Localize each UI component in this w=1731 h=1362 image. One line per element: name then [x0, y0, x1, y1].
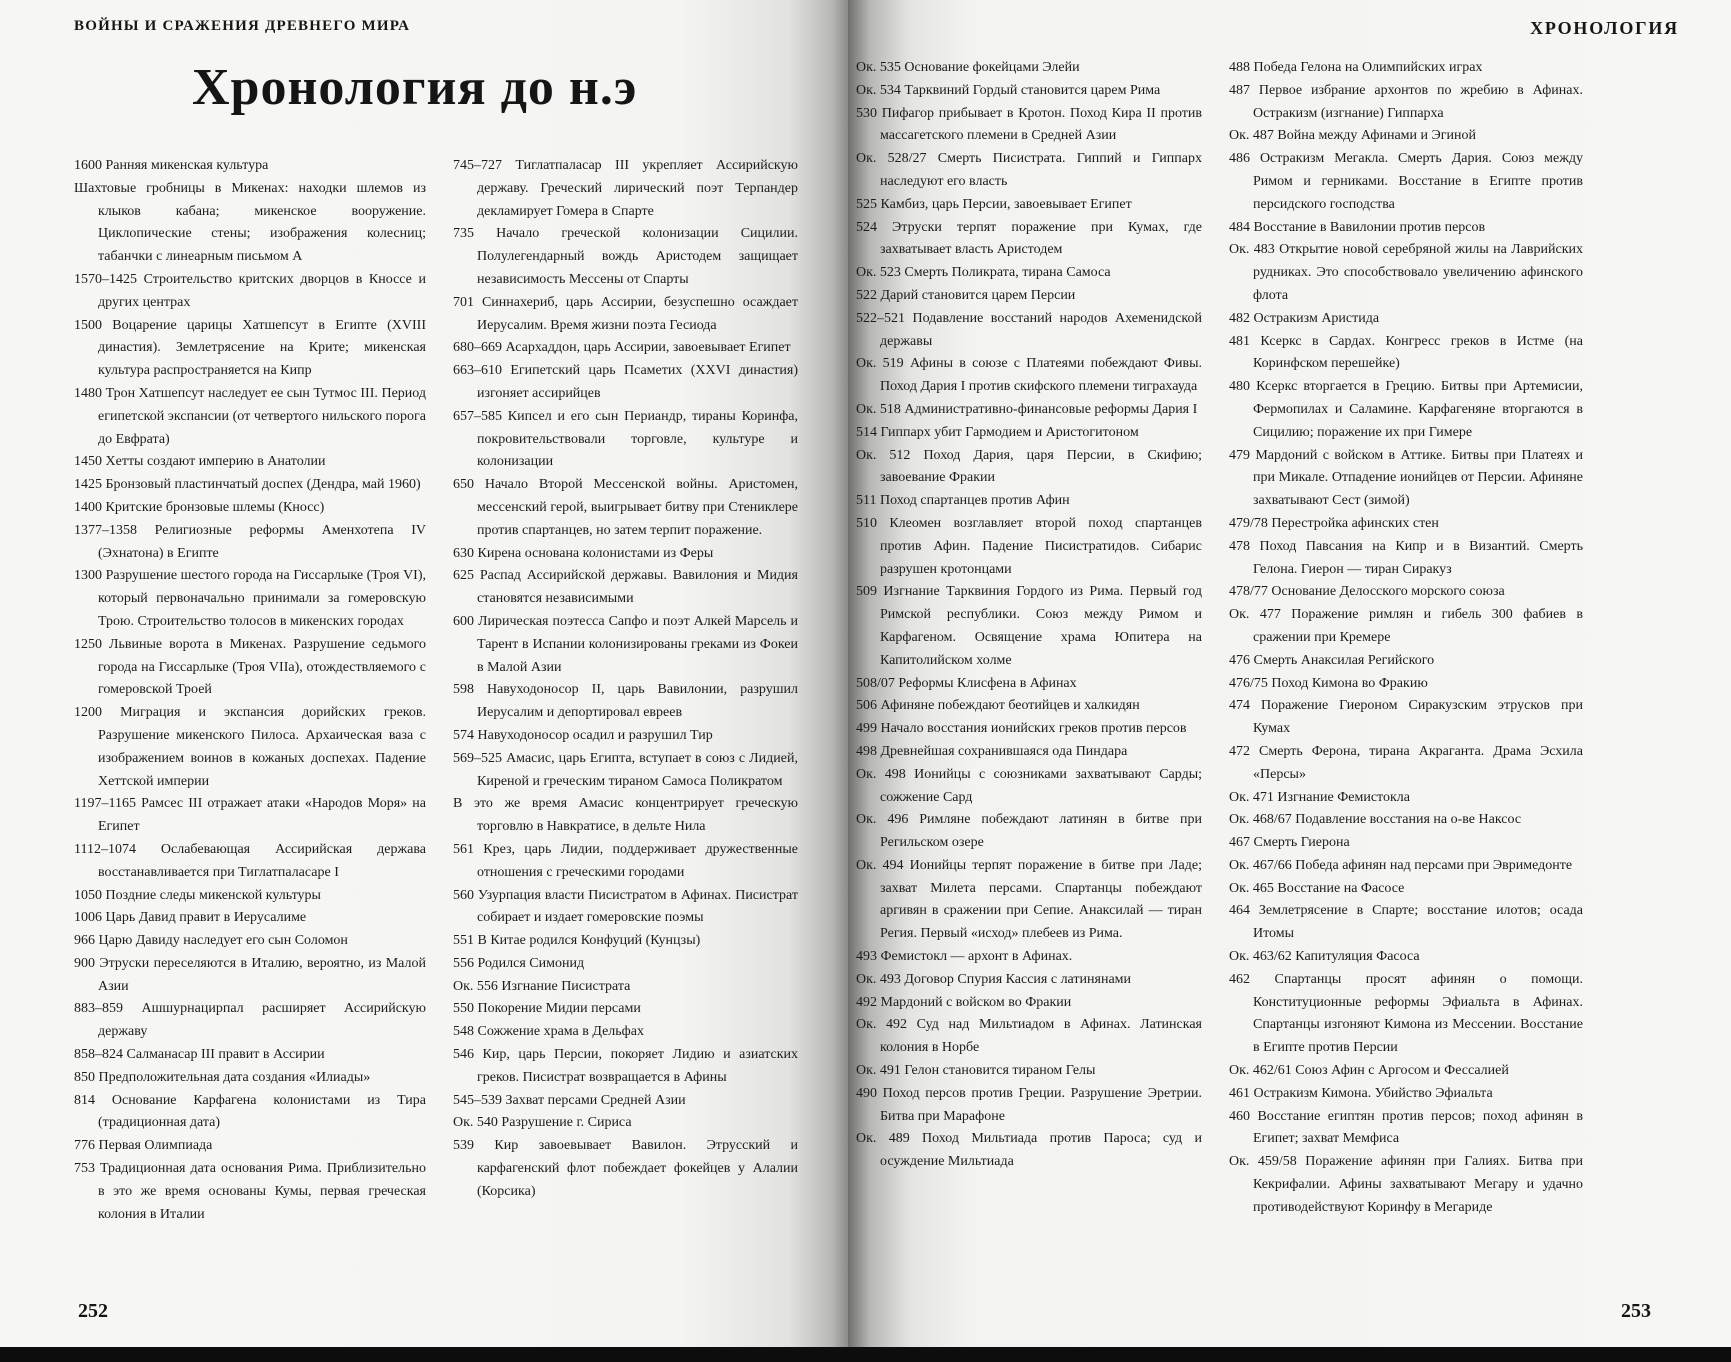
timeline-entry: Ок. 471 Изгнание Фемистокла — [1229, 789, 1410, 805]
timeline-entry: 490 Поход персов против Греции. Разрушение Эретрии. Битва при Марафоне — [856, 1085, 1202, 1124]
timeline-entry: 486 Остракизм Мегакла. Смерть Дария. Союз между Римом и герниками. Восстание в Египте против персидского господства — [1229, 151, 1583, 212]
timeline-entry: 488 Победа Гелона на Олимпийских играх — [1229, 60, 1483, 75]
timeline-entry: 1300 Разрушение шестого города на Гиссарлыке (Троя VI), который первоначально принимали за гомеровскую Трою. Строительство толосов в микенских городах — [74, 568, 426, 629]
timeline-entry: Ок. 467/66 Победа афинян над персами при Эвримедонте — [1229, 857, 1573, 873]
timeline-entry: 663–610 Египетский царь Псаметих (XXVI династия) изгоняет ассирийцев — [453, 363, 798, 401]
timeline-entry: 550 Покорение Мидии персами — [453, 1001, 641, 1017]
timeline-entry: 464 Землетрясение в Спарте; восстание илотов; осада Итомы — [1229, 903, 1583, 942]
timeline-entry: 1006 Царь Давид правит в Иерусалиме — [74, 910, 307, 926]
timeline-entry: Ок. 463/62 Капитуляция Фасоса — [1229, 949, 1420, 965]
timeline-entry: 1250 Львиные ворота в Микенах. Разрушение седьмого города на Гиссарлыке (Троя VIIa), отождествляемого с гомеровской Троей — [74, 636, 426, 698]
timeline-entry: Ок. 492 Суд над Мильтиадом в Афинах. Латинская колония в Норбе — [856, 1017, 1202, 1056]
timeline-entry: 735 Начало греческой колонизации Сицилии. Полулегендарный вождь Аристодем защищает независимость Мессены от Спарты — [453, 226, 798, 287]
timeline-entry: 600 Лирическая поэтесса Сапфо и поэт Алкей Марсель и Тарент в Испании колонизированы греками из Фокеи в Малой Азии — [453, 613, 798, 675]
timeline-entry: Ок. 498 Ионийцы с союзниками захватывают Сарды; сожжение Сард — [856, 766, 1202, 805]
timeline-entry: 1570–1425 Строительство критских дворцов в Кноссе и других центрах — [74, 271, 426, 310]
timeline-entry: 753 Традиционная дата основания Рима. Приблизительно в это же время основаны Кумы, первая греческая колония в Италии — [74, 1161, 426, 1222]
timeline-entry: 472 Смерть Ферона, тирана Акраганта. Драма Эсхила «Персы» — [1229, 743, 1583, 782]
timeline-entry: 480 Ксеркс вторгается в Грецию. Битвы при Артемисии, Фермопилах и Саламине. Карфагеняне вторгаются в Сицилию; поражение их при Гимере — [1229, 379, 1583, 440]
timeline-entry: 482 Остракизм Аристида — [1229, 310, 1380, 326]
timeline-entry: 478/77 Основание Делосского морского союза — [1229, 584, 1505, 600]
book-bottom-edge — [0, 1347, 1731, 1362]
timeline-entry: 492 Мардоний с войском во Фракии — [856, 994, 1072, 1010]
timeline-entry: 1050 Поздние следы микенской культуры — [74, 887, 321, 903]
timeline-entry: 460 Восстание египтян против персов; поход афинян в Египет; захват Мемфиса — [1229, 1108, 1583, 1147]
timeline-entry: Ок. 519 Афины в союзе с Платеями побеждают Фивы. Поход Дария I против скифского племени тиграхауда — [856, 356, 1202, 395]
timeline-entry: 650 Начало Второй Мессенской войны. Аристомен, мессенский герой, выигрывает битву при Стениклере против спартанцев, но затем терпит поражение. — [453, 477, 798, 538]
timeline-entry: 560 Узурпация власти Писистратом в Афинах. Писистрат собирает и издает гомеровские поэмы — [453, 887, 798, 926]
timeline-entry: 522–521 Подавление восстаний народов Ахеменидской державы — [856, 310, 1202, 349]
timeline-entry: 499 Начало восстания ионийских греков против персов — [856, 721, 1187, 737]
timeline-entry: Ок. 491 Гелон становится тираном Гелы — [856, 1063, 1096, 1079]
timeline-entry: 1500 Воцарение царицы Хатшепсут в Египте (XVIII династия). Землетрясение на Крите; микенская культура распространяется на Кипр — [74, 317, 426, 379]
timeline-entry: 511 Поход спартанцев против Афин — [856, 493, 1070, 509]
timeline-entry: Ок. 477 Поражение римлян и гибель 300 фабиев в сражении при Кремере — [1229, 607, 1583, 645]
timeline-entry: 510 Клеомен возглавляет второй поход спартанцев против Афин. Падение Писистратидов. Сибарис разрушен кротонцами — [856, 515, 1202, 577]
timeline-entry: Ок. 556 Изгнание Писистрата — [453, 978, 631, 994]
timeline-entry: 745–727 Тиглатпаласар III укрепляет Ассирийскую державу. Греческий лирический поэт Терпандер декламирует Гомера в Спарте — [453, 158, 798, 219]
timeline-entry: 479/78 Перестройка афинских стен — [1229, 515, 1439, 531]
timeline-entry: 467 Смерть Гиерона — [1229, 835, 1350, 851]
timeline-entry: 630 Кирена основана колонистами из Феры — [453, 545, 714, 561]
timeline-entry: 900 Этруски переселяются в Италию, вероятно, из Малой Азии — [74, 955, 426, 994]
timeline-entry: 1400 Критские бронзовые шлемы (Кносс) — [74, 499, 325, 515]
timeline-entry: 598 Навуходоносор II, царь Вавилонии, разрушил Иерусалим и депортировал евреев — [453, 682, 798, 721]
timeline-entry: 461 Остракизм Кимона. Убийство Эфиальта — [1229, 1085, 1493, 1101]
timeline-entry: 858–824 Салманасар III правит в Ассирии — [74, 1047, 325, 1063]
timeline-entry: 1600 Ранняя микенская культура — [74, 158, 269, 173]
timeline-entry: 525 Камбиз, царь Персии, завоевывает Египет — [856, 196, 1132, 212]
timeline-entry: 1480 Трон Хатшепсут наследует ее сын Тутмос III. Период египетской экспансии (от четвертого нильского порога до Евфрата) — [74, 385, 426, 447]
timeline-entry: Ок. 489 Поход Мильтиада против Пароса; суд и осуждение Мильтиада — [856, 1131, 1202, 1170]
timeline-entry: 1425 Бронзовый пластинчатый доспех (Дендра, май 1960) — [74, 477, 421, 493]
timeline-entry: 1197–1165 Рамсес III отражает атаки «Народов Моря» на Египет — [74, 796, 426, 835]
timeline-entry: 546 Кир, царь Персии, покоряет Лидию и азиатских греков. Писистрат возвращается в Афины — [453, 1047, 798, 1085]
page-number-left: 252 — [78, 1300, 108, 1322]
timeline-entry: Ок. 487 Война между Афинами и Эгиной — [1229, 128, 1476, 144]
timeline-entry: Ок. 459/58 Поражение афинян при Галиях. Битва при Кекрифалии. Афины захватывают Мегару и удачно противодействуют Коринфу в Мегариде — [1229, 1154, 1583, 1215]
timeline-entry: 478 Поход Павсания на Кипр и в Византий. Смерть Гелона. Гиерон — тиран Сиракуз — [1229, 538, 1583, 577]
running-head-left: ВОЙНЫ И СРАЖЕНИЯ ДРЕВНЕГО МИРА — [74, 18, 411, 34]
timeline-entry: 1200 Миграция и экспансия дорийских греков. Разрушение микенского Пилоса. Архаическая ваза с изображением воинов в кожаных доспехах. Падение Хеттской империи — [74, 705, 426, 789]
timeline-column-1 — [74, 155, 426, 1226]
timeline-entry: 1377–1358 Религиозные реформы Аменхотепа IV (Эхнатона) в Египте — [74, 522, 426, 561]
timeline-entry: 498 Древнейшая сохранившаяся ода Пиндара — [856, 743, 1128, 759]
page-title: Хронология до н.э — [192, 59, 638, 116]
timeline-entry: 462 Спартанцы просят афинян о помощи. Конституционные реформы Эфиальта в Афинах. Спартанцы изгоняют Кимона из Мессении. Восстание в Египте против Персии — [1229, 971, 1583, 1056]
timeline-entry: Ок. 528/27 Смерть Писистрата. Гиппий и Гиппарх наследуют его власть — [856, 151, 1202, 189]
timeline-entry: 680–669 Асархаддон, царь Ассирии, завоевывает Египет — [453, 340, 791, 356]
timeline-entry: 481 Ксеркс в Сардах. Конгресс греков в Истме (на Коринфском перешейке) — [1229, 333, 1583, 372]
timeline-entry: Ок. 483 Открытие новой серебряной жилы на Лаврийских рудниках. Это способствовало увеличению афинского флота — [1229, 242, 1583, 303]
timeline-entry: 474 Поражение Гиероном Сиракузским этрусков при Кумах — [1229, 698, 1583, 737]
timeline-entry: Ок. 462/61 Союз Афин с Аргосом и Фессалией — [1229, 1063, 1509, 1079]
timeline-entry: 506 Афиняне побеждают беотийцев и халкидян — [856, 698, 1140, 714]
timeline-column-2 — [453, 155, 798, 1204]
timeline-entry: Ок. 465 Восстание на Фасосе — [1229, 880, 1405, 896]
timeline-column-4 — [1229, 57, 1583, 1220]
timeline-entry: Ок. 535 Основание фокейцами Элейи — [856, 60, 1080, 75]
left-page — [0, 0, 848, 1350]
timeline-entry: 1112–1074 Ослабевающая Ассирийская держава восстанавливается при Тиглатпаласаре I — [74, 841, 426, 880]
timeline-entry: Ок. 496 Римляне побеждают латинян в битве при Регильском озере — [856, 812, 1202, 851]
timeline-entry: 883–859 Ашшурнацирпал расширяет Ассирийскую державу — [74, 1001, 426, 1040]
timeline-entry: 701 Синнахериб, царь Ассирии, безуспешно осаждает Иерусалим. Время жизни поэта Гесиода — [453, 294, 798, 333]
timeline-entry: 493 Фемистокл — архонт в Афинах. — [856, 949, 1073, 965]
running-head-right: ХРОНОЛОГИЯ — [1530, 18, 1679, 38]
timeline-entry: 776 Первая Олимпиада — [74, 1138, 213, 1154]
timeline-entry: Ок. 468/67 Подавление восстания на о-ве Наксос — [1229, 812, 1522, 828]
timeline-entry: 476 Смерть Анаксилая Регийского — [1229, 652, 1435, 668]
timeline-entry: 508/07 Реформы Клисфена в Афинах — [856, 675, 1077, 691]
timeline-entry: 625 Распад Ассирийской державы. Вавилония и Мидия становятся независимыми — [453, 568, 798, 607]
timeline-entry: Шахтовые гробницы в Микенах: находки шлемов из клыков кабана; микенское вооружение. Циклопические стены; изображения колесниц; табанчки с линеарным письмом А — [74, 180, 426, 265]
timeline-entry: 1450 Хетты создают империю в Анатолии — [74, 454, 326, 470]
timeline-entry: 966 Царю Давиду наследует его сын Соломон — [74, 933, 348, 949]
timeline-entry: Ок. 493 Договор Спурия Кассия с латинянами — [856, 971, 1132, 987]
timeline-entry: Ок. 540 Разрушение г. Сириса — [453, 1115, 632, 1131]
timeline-entry: 524 Этруски терпят поражение при Кумах, где захватывает власть Аристодем — [856, 219, 1202, 258]
timeline-entry: 545–539 Захват персами Средней Азии — [453, 1092, 686, 1108]
timeline-column-3 — [856, 57, 1202, 1174]
timeline-entry: 530 Пифагор прибывает в Кротон. Поход Кира II против массагетского племени в Средней Азии — [856, 105, 1202, 144]
timeline-entry: 484 Восстание в Вавилонии против персов — [1229, 219, 1486, 235]
timeline-entry: 539 Кир завоевывает Вавилон. Этрусский и карфагенский флот побеждает фокейцев у Алалии (Корсика) — [453, 1138, 798, 1199]
timeline-entry: В это же время Амасис концентрирует греческую торговлю в Навкратисе, в дельте Нила — [453, 796, 798, 835]
timeline-entry: 556 Родился Симонид — [453, 955, 585, 971]
timeline-entry: 522 Дарий становится царем Персии — [856, 287, 1076, 303]
timeline-entry: Ок. 512 Поход Дария, царя Персии, в Скифию; завоевание Фракии — [856, 447, 1202, 486]
timeline-entry: 487 Первое избрание архонтов по жребию в Афинах. Остракизм (изгнание) Гиппарха — [1229, 82, 1583, 121]
timeline-entry: 479 Мардоний с войском в Аттике. Битвы при Платеях и при Микале. Отпадение ионийцев от Персии. Афиняне захватывают Сест (зимой) — [1229, 447, 1583, 509]
timeline-entry: 514 Гиппарх убит Гармодием и Аристогитоном — [856, 424, 1139, 440]
timeline-entry: Ок. 534 Тарквиний Гордый становится царем Рима — [856, 82, 1161, 98]
timeline-entry: 850 Предположительная дата создания «Илиады» — [74, 1069, 371, 1085]
timeline-entry: 551 В Китае родился Конфуций (Кунцзы) — [453, 933, 701, 949]
timeline-entry: 574 Навуходоносор осадил и разрушил Тир — [453, 727, 713, 743]
timeline-entry: 476/75 Поход Кимона во Фракию — [1229, 675, 1428, 691]
timeline-entry: 509 Изгнание Тарквиния Гордого из Рима. Первый год Римской республики. Союз между Римом и Карфагеном. Освящение храма Юпитера на Капитолийском холме — [856, 584, 1202, 668]
timeline-entry: 814 Основание Карфагена колонистами из Тира (традиционная дата) — [74, 1092, 426, 1131]
timeline-entry: 657–585 Кипсел и его сын Периандр, тираны Коринфа, покровительствовали торговле, культуре и колонизации — [453, 408, 798, 470]
timeline-entry: Ок. 494 Ионийцы терпят поражение в битве при Ладе; захват Милета персами. Спартанцы побеждают аргивян в сражении при Сепие. Анаксилай — тиран Регия. Первый «исход» плебеев из Рима. — [856, 857, 1202, 942]
timeline-entry: 561 Крез, царь Лидии, поддерживает дружественные отношения с греческими городами — [453, 841, 798, 880]
timeline-entry: Ок. 518 Административно-финансовые реформы Дария I — [856, 401, 1198, 417]
timeline-entry: Ок. 523 Смерть Поликрата, тирана Самоса — [856, 265, 1111, 281]
timeline-entry: 569–525 Амасис, царь Египта, вступает в союз с Лидией, Киреной и греческим тираном Самоса Поликратом — [453, 750, 798, 789]
page-number-right: 253 — [1621, 1300, 1651, 1322]
timeline-entry: 548 Сожжение храма в Дельфах — [453, 1024, 644, 1040]
